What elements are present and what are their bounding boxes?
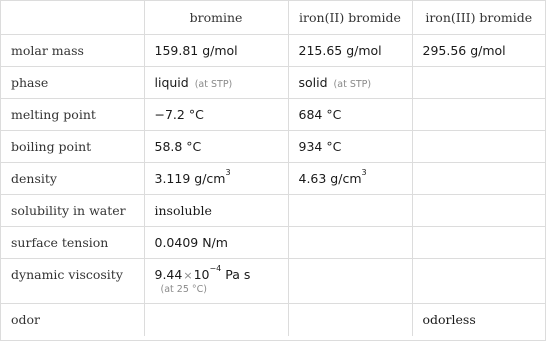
cell-iron-ii-bromide: 684 °C <box>288 98 412 130</box>
table-row-boiling-point <box>1 130 545 162</box>
table-row-phase <box>1 66 545 98</box>
value: 4.63 g/cm <box>298 170 362 186</box>
table-row-density <box>1 162 545 194</box>
cell-bromine <box>144 162 288 194</box>
cell-iron-iii-bromide <box>412 98 545 130</box>
exponent: −4 <box>209 264 222 274</box>
row-label: solubility in water <box>1 194 144 226</box>
cell-iron-ii-bromide <box>288 66 412 98</box>
value: 3.119 g/cm <box>154 170 226 186</box>
exponent: 3 <box>361 168 367 178</box>
table-row-odor <box>1 303 545 336</box>
cell-iron-ii-bromide <box>288 258 412 303</box>
cell-bromine: 159.81 g/mol <box>144 34 288 66</box>
row-label: density <box>1 162 144 194</box>
condition-note: (at 25 °C) <box>160 283 207 295</box>
properties-table <box>1 1 545 336</box>
cell-bromine: insoluble <box>144 194 288 226</box>
cell-iron-iii-bromide <box>412 162 545 194</box>
cell-iron-ii-bromide: 215.65 g/mol <box>288 34 412 66</box>
unit: Pa s <box>225 266 251 282</box>
condition-note: (at STP) <box>194 78 233 90</box>
cell-iron-ii-bromide <box>288 194 412 226</box>
header-bromine: bromine <box>144 1 288 34</box>
cell-bromine <box>144 66 288 98</box>
row-label: boiling point <box>1 130 144 162</box>
cell-iron-iii-bromide <box>412 258 545 303</box>
cell-iron-ii-bromide: 934 °C <box>288 130 412 162</box>
cell-iron-ii-bromide <box>288 226 412 258</box>
cell-iron-iii-bromide <box>412 66 545 98</box>
cell-iron-iii-bromide <box>412 130 545 162</box>
table-row-melting-point <box>1 98 545 130</box>
header-iron-ii-bromide: iron(II) bromide <box>288 1 412 34</box>
cell-bromine <box>144 303 288 336</box>
exponent: 3 <box>225 168 231 178</box>
row-label: molar mass <box>1 34 144 66</box>
times-sign: × <box>183 268 193 282</box>
header-row <box>1 1 545 34</box>
table-row-molar-mass <box>1 34 545 66</box>
row-label: melting point <box>1 98 144 130</box>
row-label: dynamic viscosity <box>1 258 144 303</box>
row-label: surface tension <box>1 226 144 258</box>
condition-note: (at STP) <box>333 78 372 90</box>
cell-bromine <box>144 258 288 303</box>
cell-iron-iii-bromide: odorless <box>412 303 545 336</box>
header-iron-iii-bromide: iron(III) bromide <box>412 1 545 34</box>
cell-iron-iii-bromide: 295.56 g/mol <box>412 34 545 66</box>
table-row-dynamic-viscosity <box>1 258 545 303</box>
table-row-surface-tension <box>1 226 545 258</box>
cell-iron-iii-bromide <box>412 226 545 258</box>
mantissa: 9.44 <box>154 266 183 282</box>
value: liquid <box>154 74 189 90</box>
cell-iron-ii-bromide <box>288 162 412 194</box>
row-label: phase <box>1 66 144 98</box>
table-row-solubility <box>1 194 545 226</box>
cell-iron-ii-bromide <box>288 303 412 336</box>
cell-bromine: −7.2 °C <box>144 98 288 130</box>
base: 10 <box>193 266 210 282</box>
cell-iron-iii-bromide <box>412 194 545 226</box>
value: solid <box>298 74 328 90</box>
row-label: odor <box>1 303 144 336</box>
cell-bromine: 0.0409 N/m <box>144 226 288 258</box>
header-empty <box>1 1 144 34</box>
cell-bromine: 58.8 °C <box>144 130 288 162</box>
